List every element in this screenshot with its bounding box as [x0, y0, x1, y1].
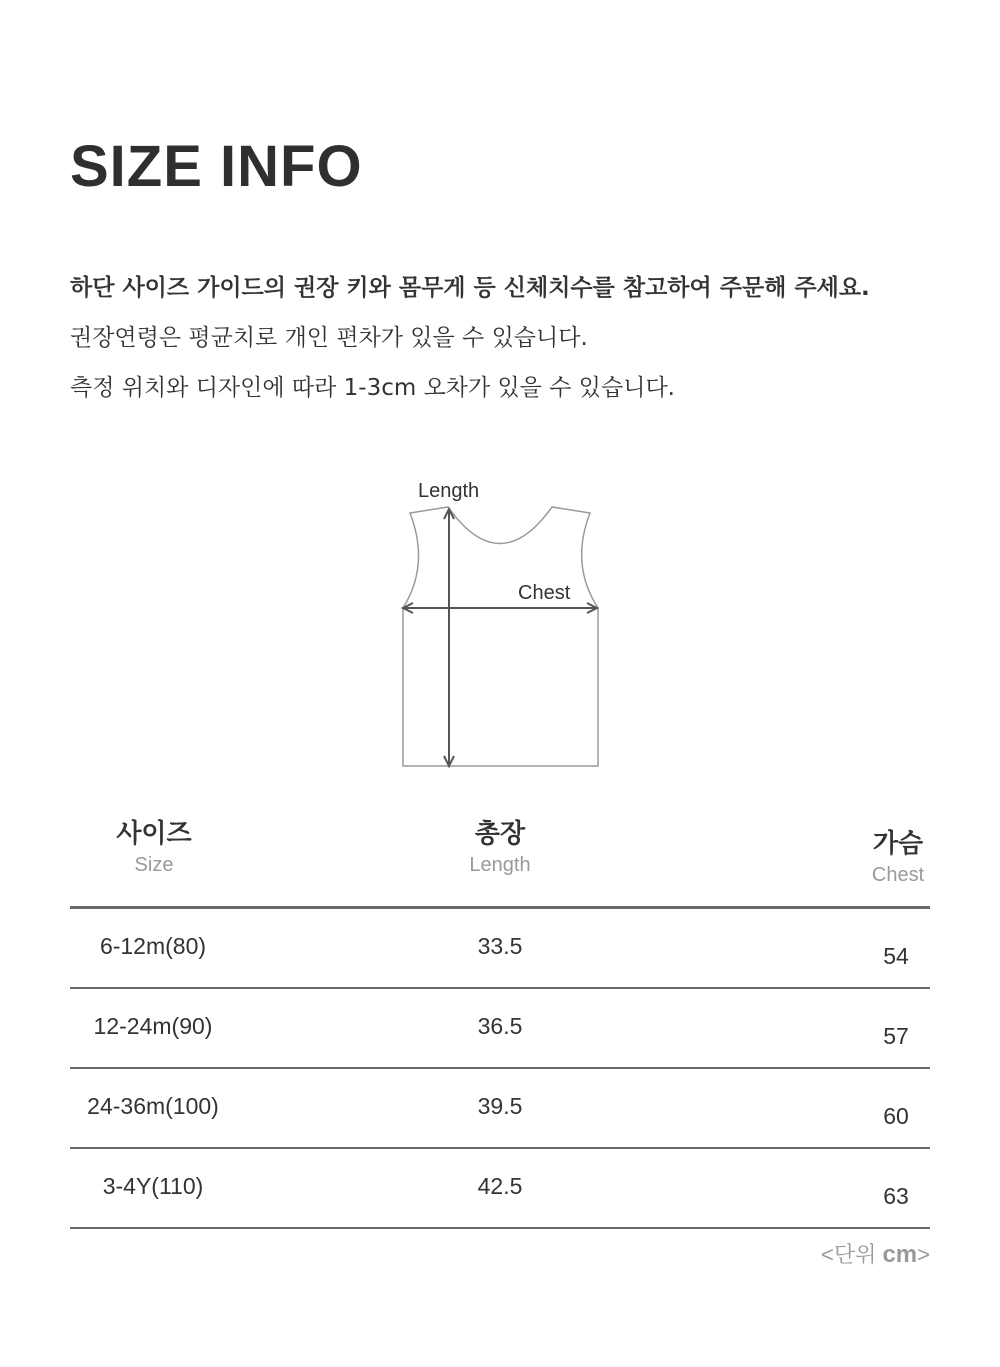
note-line: 권장연령은 평균치로 개인 편차가 있을 수 있습니다.: [70, 325, 588, 351]
unit-suffix: >: [917, 1242, 930, 1267]
header-chest-ko: 가슴: [872, 829, 924, 859]
unit-prefix: <단위: [820, 1242, 883, 1267]
cell-chest: 63: [883, 1183, 909, 1209]
header-chest: [848, 828, 948, 890]
table-row: [70, 1069, 930, 1149]
cell-size: 3-4Y(110): [102, 1173, 204, 1199]
cell-chest: 54: [883, 943, 909, 969]
cell-chest: 57: [883, 1023, 909, 1049]
note-line: 하단 사이즈 가이드의 권장 키와 몸무게 등 신체치수를 참고하여 주문해 주세요.: [70, 275, 870, 301]
cell-chest: 60: [883, 1103, 909, 1129]
cell-length: 33.5: [477, 933, 523, 959]
tank-top-measurement-diagram: [390, 470, 620, 780]
cell-length: 36.5: [477, 1013, 523, 1039]
header-length-en: Length: [469, 854, 531, 876]
size-table: [70, 810, 930, 1229]
header-chest-en: Chest: [871, 864, 925, 886]
cell-size: 24-36m(100): [87, 1093, 219, 1119]
chest-label: Chest: [518, 582, 571, 604]
header-size-ko: 사이즈: [116, 819, 192, 849]
length-label: Length: [418, 480, 480, 502]
size-guide-notes: [70, 263, 870, 413]
table-row: [70, 989, 930, 1069]
cell-length: 42.5: [477, 1173, 523, 1199]
table-header: [70, 810, 930, 909]
note-line: 측정 위치와 디자인에 따라 1-3cm 오차가 있을 수 있습니다.: [70, 375, 675, 401]
unit-note: [821, 1238, 930, 1269]
unit-value: cm: [882, 1241, 918, 1268]
garment-outline: [403, 507, 598, 766]
table-row: [70, 909, 930, 989]
header-size: [104, 818, 204, 880]
page-title: SIZE INFO: [70, 134, 363, 199]
header-size-en: Size: [134, 854, 174, 876]
cell-size: 12-24m(90): [93, 1013, 213, 1039]
header-length-ko: 총장: [474, 819, 526, 849]
garment-illustration: [390, 470, 620, 780]
table-row: [70, 1149, 930, 1229]
cell-length: 39.5: [477, 1093, 523, 1119]
header-length: [440, 818, 560, 880]
cell-size: 6-12m(80): [99, 933, 207, 959]
